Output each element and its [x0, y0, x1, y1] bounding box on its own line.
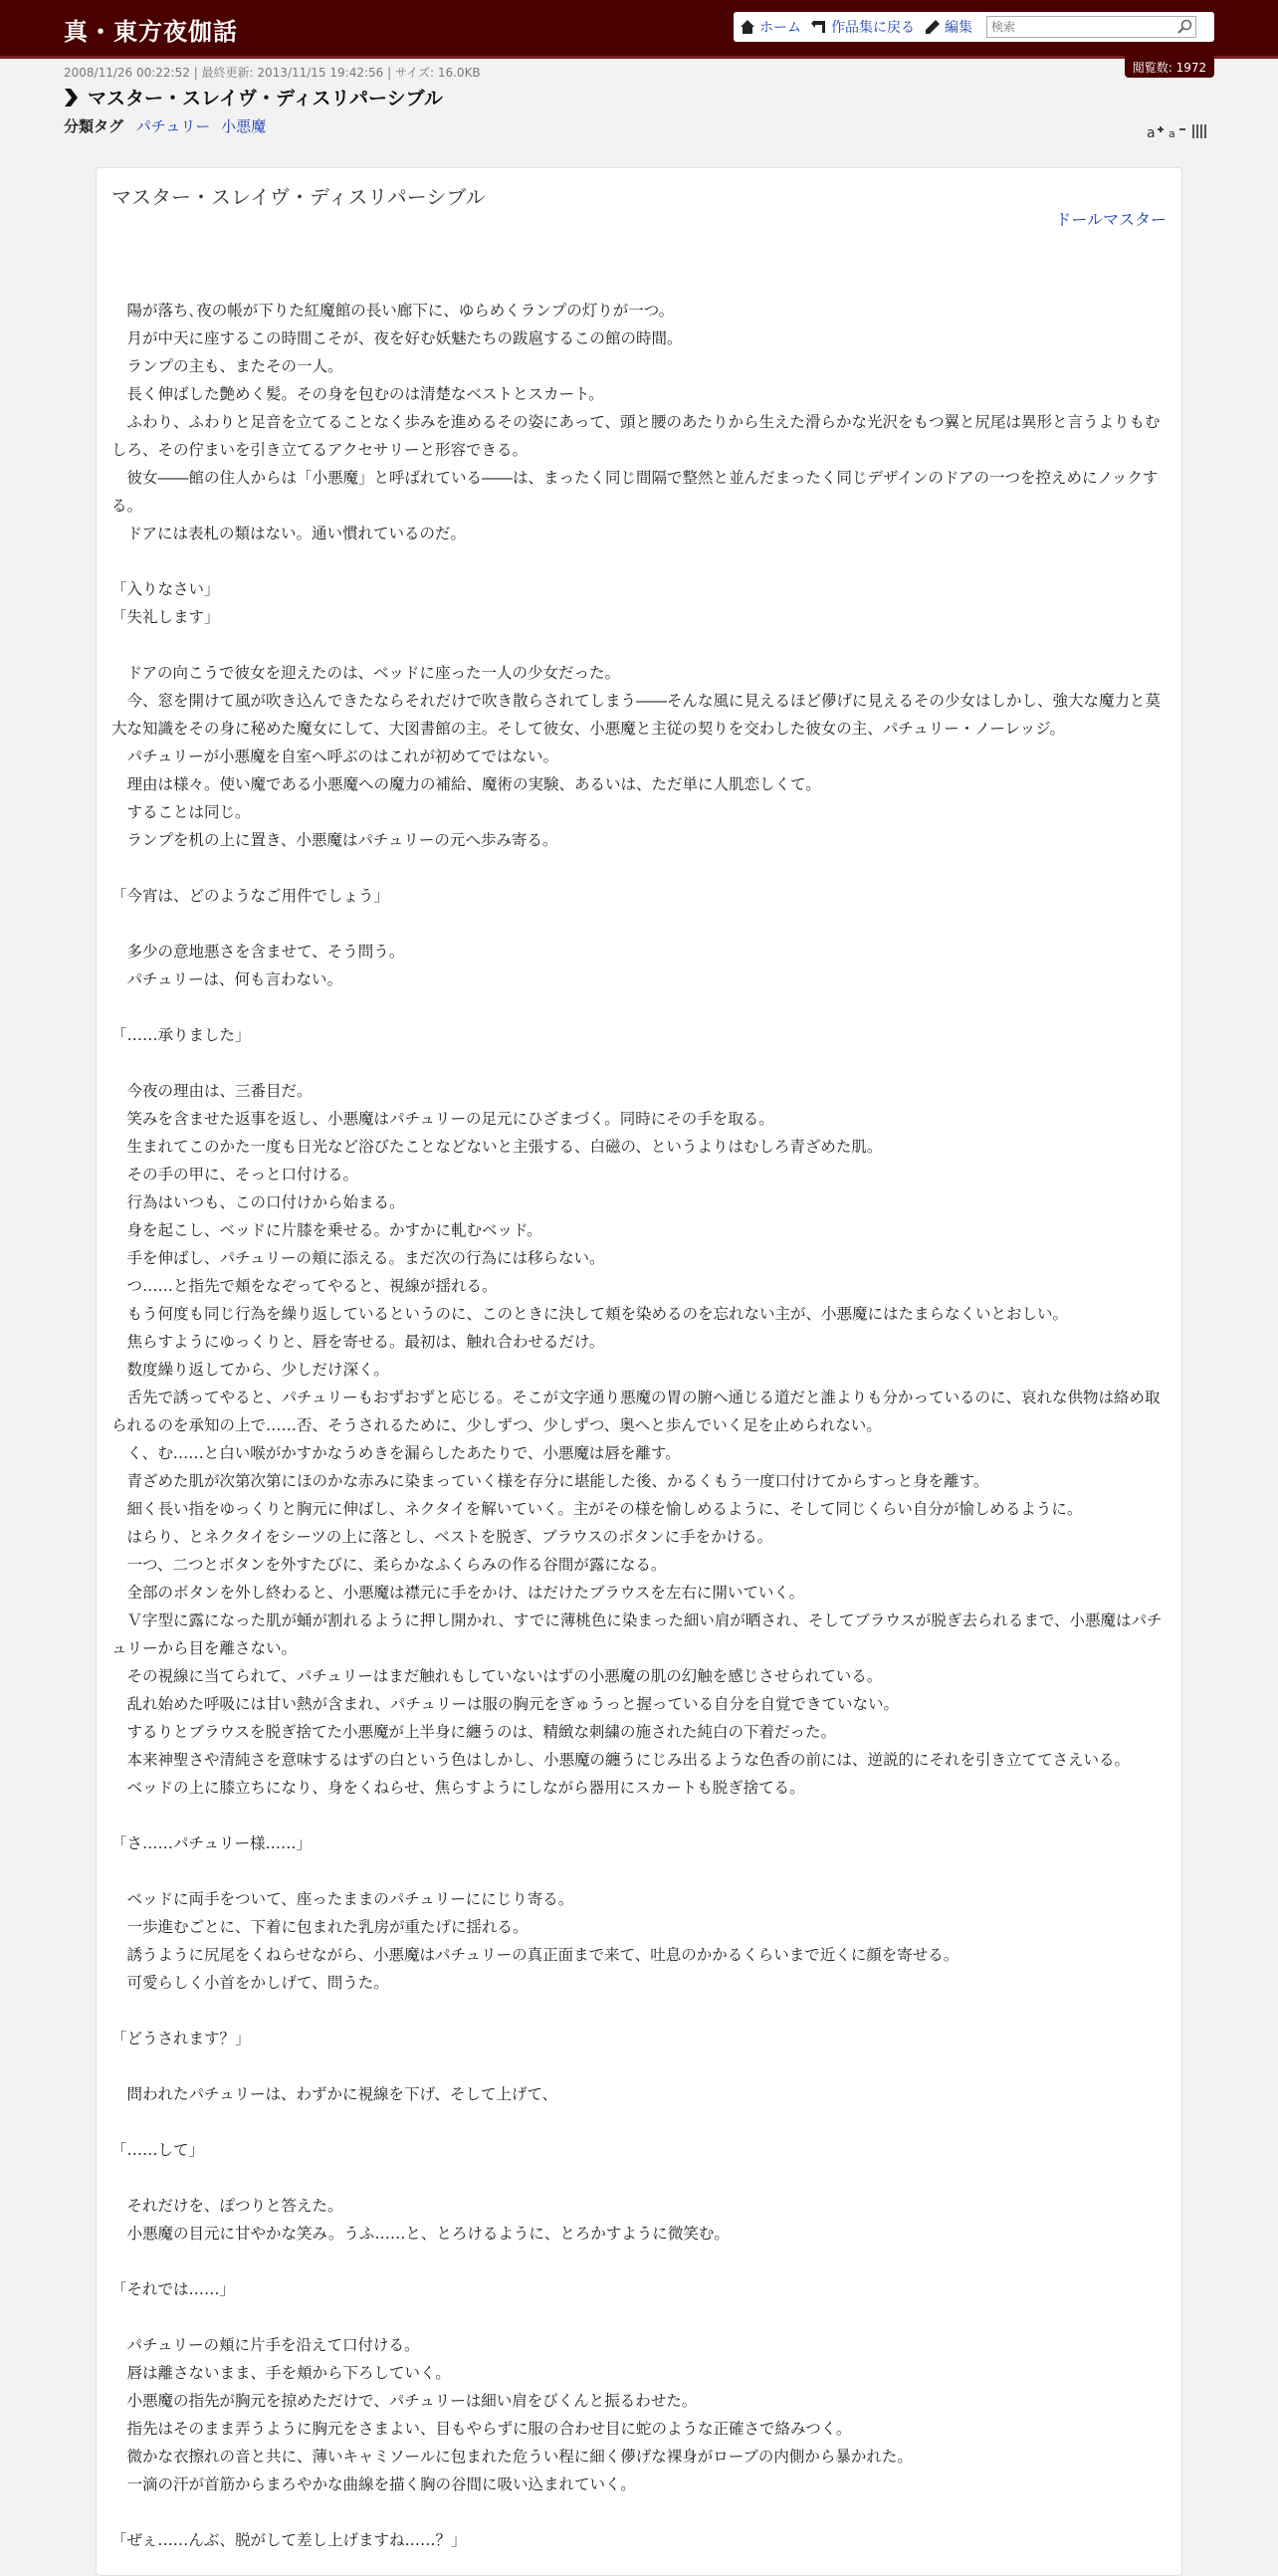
work-title: マスター・スレイヴ・ディスリパーシブル — [111, 185, 486, 209]
story-paragraph: 唇は離さないまま、手を頬から下ろしていく。 — [111, 2364, 451, 2382]
story-paragraph: ランプの主も、またその一人。 — [111, 357, 343, 375]
tag-link[interactable]: パチュリー — [135, 117, 211, 135]
story-paragraph — [111, 2052, 1167, 2080]
story-paragraph: 今、窓を開けて風が吹き込んできたならそれだけで吹き散らされてしまう――そんな風に見えるほど儚げに見えるその少女はしかし、強大な魔力と莫大な知識をその身に秘めた魔女にして、大図書館の主。そして彼女、小悪魔と主従の契りを交わした彼女の主、パチュリー・ノーレッジ。 — [111, 692, 1162, 738]
story-paragraph: 「失礼します」 — [111, 608, 220, 626]
story-paragraph — [111, 910, 1167, 938]
chevron-right-icon — [62, 87, 80, 108]
edit-link[interactable] — [925, 17, 972, 37]
story-paragraph — [111, 547, 1167, 575]
story-paragraph: ふわり、ふわりと足音を立てることなく歩みを進めるその姿にあって、頭と腰のあたりから生えた滑らかな光沢をもつ翼と尻尾は異形と言うよりもむしろ、その佇まいを引き立てるアクセサリーと形容できる。 — [111, 413, 1161, 459]
return-icon — [811, 19, 827, 35]
story-paragraph: 焦らすようにゆっくりと、唇を寄せる。最初は、触れ合わせるだけ。 — [111, 1333, 605, 1351]
story-paragraph: 生まれてこのかた一度も日光など浴びたことなどないと主張する、白磁の、というよりはむしろ青ざめた肌。 — [111, 1138, 883, 1156]
story-paragraph: 多少の意地悪さを含ませて、そう問う。 — [111, 943, 405, 961]
story-paragraph — [111, 2248, 1167, 2275]
story-paragraph: 「今宵は、どのようなご用件でしょう」 — [111, 887, 390, 905]
story-paragraph: 「ぜぇ……んぶ、脱がして差し上げますね……？」 — [111, 2531, 467, 2549]
back-label: 作品集に戻る — [831, 20, 915, 36]
pencil-icon — [925, 19, 941, 35]
story-paragraph: 細く長い指をゆっくりと胸元に伸ばし、ネクタイを解いていく。主がその様を愉しめるように、そして同じくらい自分が愉しめるように。 — [111, 1500, 1083, 1518]
story-paragraph: その手の甲に、そっと口付ける。 — [111, 1166, 359, 1183]
page-title-row — [62, 84, 443, 110]
font-size-up-icon[interactable] — [1147, 123, 1165, 139]
story-paragraph: 乱れ始めた呼吸には甘い熱が含まれ、パチュリーは服の胸元をぎゅうっと握っている自分を自覚できていない。 — [111, 1695, 899, 1713]
story-paragraph: 笑みを含ませた返事を返し、小悪魔はパチュリーの足元にひざまづく。同時にその手を取る。 — [111, 1110, 774, 1128]
story-paragraph: もう何度も同じ行為を繰り返しているというのに、このときに決して頬を染めるのを忘れない主が、小悪魔にはたまらなくいとおしい。 — [111, 1305, 1069, 1323]
story-paragraph: 「それでは……」 — [111, 2280, 236, 2298]
story-paragraph: 行為はいつも、この口付けから始まる。 — [111, 1193, 405, 1211]
story-paragraph: 青ざめた肌が次第次第にほのかな赤みに染まっていく様を存分に堪能した後、かるくもう一度口付けてからすっと身を離す。 — [111, 1472, 989, 1490]
story-paragraph — [111, 631, 1167, 659]
site-header — [0, 0, 1278, 59]
search-input[interactable] — [987, 17, 1174, 37]
story-paragraph — [111, 1049, 1167, 1077]
story-paragraph — [111, 2303, 1167, 2331]
story-paragraph — [111, 1857, 1167, 1885]
story-paragraph: 月が中天に座するこの時間こそが、夜を好む妖魅たちの跋扈するこの館の時間。 — [111, 329, 683, 347]
story-paragraph: 理由は様々。使い魔である小悪魔への魔力の補給、魔術の実験、あるいは、ただ単に人肌恋しくて。 — [111, 775, 821, 793]
story-paragraph: パチュリーは、何も言わない。 — [111, 970, 343, 988]
story-paragraph: 手を伸ばし、パチュリーの頬に添える。まだ次の行為には移らない。 — [111, 1249, 605, 1267]
story-paragraph: 問われたパチュリーは、わずかに視線を下げ、そして上げて、 — [111, 2085, 558, 2103]
story-paragraph: 一歩進むごとに、下着に包まれた乳房が重たげに揺れる。 — [111, 1918, 529, 1936]
story-paragraph: 「どうされます？」 — [111, 2030, 251, 2047]
story-paragraph: ベッドに両手をついて、座ったままのパチュリーににじり寄る。 — [111, 1890, 574, 1908]
site-title[interactable]: 真・東方夜伽話 — [64, 18, 238, 46]
story-paragraph: 指先はそのまま弄うように胸元をさまよい、目もやらずに服の合わせ目に蛇のような正確さで絡みつく。 — [111, 2420, 852, 2438]
story-paragraph: 可愛らしく小首をかしげて、問うた。 — [111, 1974, 389, 1992]
font-size-down-icon[interactable] — [1169, 123, 1186, 139]
back-to-collection-link[interactable] — [811, 17, 915, 37]
svg-text:a: a — [1169, 127, 1175, 139]
story-paragraph: 今夜の理由は、三番目だ。 — [111, 1082, 313, 1100]
story-paragraph: 一つ、二つとボタンを外すたびに、柔らかなふくらみの作る谷間が露になる。 — [111, 1556, 667, 1574]
story-paragraph: するりとブラウスを脱ぎ捨てた小悪魔が上半身に纏うのは、精緻な刺繍の施された純白の下着だった。 — [111, 1723, 837, 1741]
home-icon — [740, 19, 755, 35]
story-body — [111, 269, 1167, 2554]
story-paragraph: 一滴の汗が首筋からまろやかな曲線を描く胸の谷間に吸い込まれていく。 — [111, 2475, 636, 2493]
story-paragraph — [111, 993, 1167, 1021]
view-count-badge: 閲覧数: 1972 — [1125, 56, 1214, 78]
svg-text:a: a — [1147, 125, 1156, 139]
story-paragraph: 誘うように尻尾をくねらせながら、小悪魔はパチュリーの真正面まで来て、吐息のかかるくらいまで近くに顔を寄せる。 — [111, 1946, 959, 1964]
post-meta: 2008/11/26 00:22:52 | 最終更新: 2013/11/15 19:42:56 | サイズ: 16.0KB — [64, 66, 481, 80]
tag-list — [64, 115, 272, 136]
story-paragraph: 小悪魔の目元に甘やかな笑み。うふ……と、とろけるように、とろかすように微笑む。 — [111, 2225, 730, 2243]
story-paragraph: パチュリーの頬に片手を沿えて口付ける。 — [111, 2336, 420, 2354]
story-paragraph: ドアの向こうで彼女を迎えたのは、ベッドに座った一人の少女だった。 — [111, 664, 621, 682]
story-paragraph: ドアには表札の類はない。通い慣れているのだ。 — [111, 525, 467, 542]
story-paragraph — [111, 2498, 1167, 2526]
story-paragraph: Ｖ字型に露になった肌が蛹が割れるように押し開かれ、すでに薄桃色に染まった細い肩が晒され、そしてブラウスが脱ぎ去られるまで、小悪魔はパチュリーから目を離さない。 — [111, 1611, 1163, 1657]
story-paragraph: 微かな衣擦れの音と共に、薄いキャミソールに包まれた危うい程に細く儚げな裸身がローブの内側から暴かれた。 — [111, 2448, 913, 2466]
story-paragraph: 本来神聖さや清純さを意味するはずの白という色はしかし、小悪魔の纏うにじみ出るような色香の前には、逆説的にそれを引き立ててさえいる。 — [111, 1751, 1131, 1769]
story-paragraph: 「さ……パチュリー様……」 — [111, 1834, 313, 1852]
story-paragraph — [111, 2164, 1167, 2192]
edit-label: 編集 — [945, 20, 972, 36]
nav-bar — [734, 12, 1214, 42]
story-paragraph: 長く伸ばした艶めく髪。その身を包むのは清楚なベストとスカート。 — [111, 385, 604, 403]
story-paragraph: 「入りなさい」 — [111, 580, 220, 598]
vertical-layout-icon[interactable] — [1190, 123, 1208, 139]
home-link[interactable] — [740, 17, 801, 37]
story-paragraph: それだけを、ぽつりと答えた。 — [111, 2197, 343, 2215]
story-paragraph — [111, 269, 1167, 297]
story-paragraph: その視線に当てられて、パチュリーはまだ触れもしていないはずの小悪魔の肌の幻触を感じさせられている。 — [111, 1667, 883, 1685]
tag-link[interactable]: 小悪魔 — [221, 117, 267, 135]
story-paragraph: ランプを机の上に置き、小悪魔はパチュリーの元へ歩み寄る。 — [111, 831, 558, 849]
story-paragraph: つ……と指先で頬をなぞってやると、視線が揺れる。 — [111, 1277, 498, 1295]
story-paragraph: 全部のボタンを外し終わると、小悪魔は襟元に手をかけ、はだけたブラウスを左右に開いていく。 — [111, 1584, 805, 1602]
search-box — [986, 16, 1196, 38]
page-title: マスター・スレイヴ・ディスリパーシブル — [88, 88, 443, 109]
tag-label: 分類タグ — [64, 117, 124, 135]
story-paragraph: パチュリーが小悪魔を自室へ呼ぶのはこれが初めてではない。 — [111, 748, 559, 765]
author-link[interactable]: ドールマスター — [1055, 210, 1167, 229]
story-paragraph: く、む……と白い喉がかすかなうめきを漏らしたあたりで、小悪魔は唇を離す。 — [111, 1444, 681, 1462]
story-paragraph: 身を起こし、ベッドに片膝を乗せる。かすかに軋むベッド。 — [111, 1221, 542, 1239]
story-paragraph: 彼女――館の住人からは「小悪魔」と呼ばれている――は、まったく同じ間隔で整然と並んだまったく同じデザインのドアの一つを控えめにノックする。 — [111, 469, 1159, 515]
story-paragraph: 小悪魔の指先が胸元を掠めただけで、パチュリーは細い肩をびくんと振るわせた。 — [111, 2392, 698, 2410]
story-paragraph: 舌先で誘ってやると、パチュリーもおずおずと応じる。そこが文字通り悪魔の胃の腑へ通じる道だと誰よりも分かっているのに、哀れな供物は絡め取られるのを承知の上で……否、そうされるために、少しずつ、少しずつ、奥へと歩んでいく足を止められない。 — [111, 1389, 1161, 1434]
story-paragraph: ベッドの上に膝立ちになり、身をくねらせ、焦らすようにしながら器用にスカートも脱ぎ捨てる。 — [111, 1779, 805, 1797]
story-paragraph — [111, 2108, 1167, 2136]
home-label: ホーム — [759, 20, 801, 36]
search-icon[interactable] — [1176, 19, 1192, 35]
story-paragraph: 数度繰り返してから、少しだけ深く。 — [111, 1361, 389, 1379]
story-paragraph — [111, 1997, 1167, 2025]
story-paragraph — [111, 1802, 1167, 1829]
story-paragraph: 陽が落ち､夜の帳が下りた紅魔館の長い廊下に、ゆらめくランプの灯りが一つ。 — [111, 302, 675, 320]
story-paragraph — [111, 854, 1167, 882]
story-paragraph: することは同じ。 — [111, 803, 251, 821]
text-tools — [1147, 123, 1208, 139]
story-paragraph: 「……承りました」 — [111, 1026, 251, 1044]
story-paragraph: はらり、とネクタイをシーツの上に落とし、ベストを脱ぎ、ブラウスのボタンに手をかける。 — [111, 1528, 773, 1546]
story-paragraph: 「……して」 — [111, 2141, 205, 2159]
